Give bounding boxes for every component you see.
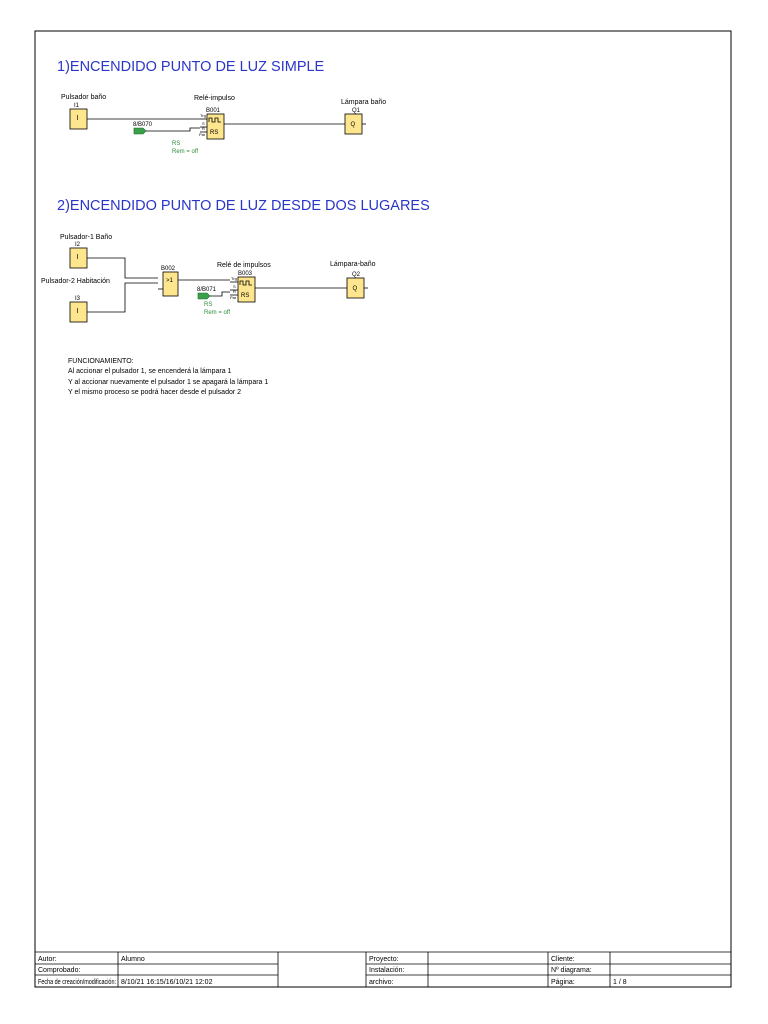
output-q1-id: Q1: [352, 108, 361, 114]
relay-b001-block[interactable]: [207, 114, 224, 139]
input-i1-symbol: I: [76, 115, 79, 122]
or-b002-block[interactable]: [163, 272, 178, 296]
sheet-border: [35, 31, 731, 987]
notes-line-3: Y el mismo proceso se podrá hacer desde el pulsador 2: [68, 389, 242, 396]
input-i2-symbol: I: [76, 254, 79, 261]
notes-heading: FUNCIONAMIENTO:: [68, 358, 134, 365]
footer-fecha-value: 8/10/21 16:15/16/10/21 12:02: [121, 979, 213, 986]
or-b002-symbol: >1: [166, 278, 173, 284]
footer-cliente-label: Cliente:: [551, 956, 575, 963]
input-i3-id: I3: [75, 296, 81, 302]
pin-par: Par: [199, 132, 206, 137]
input-i3-label: Pulsador-2 Habitación: [41, 278, 110, 285]
relay-b003-text: RS: [241, 293, 250, 299]
output-q2-block[interactable]: [347, 278, 364, 298]
footer-pagina-value: 1 / 8: [613, 979, 627, 986]
output-q1-block[interactable]: [345, 114, 362, 134]
relay-b001-rem: Rem = off: [172, 149, 199, 155]
footer-autor-value: Alumno: [121, 956, 145, 963]
footer-diagrama-label: Nº diagrama:: [551, 967, 592, 974]
or-b002-id: B002: [161, 266, 176, 272]
wire-flag-to-b001: [146, 128, 200, 131]
relay-b001-label: Relé-impulso: [194, 95, 235, 102]
relay-b001-id: B001: [206, 108, 221, 114]
footer-proyecto-label: Proyecto:: [369, 956, 399, 963]
output-q2-id: Q2: [352, 272, 361, 278]
footer-instalacion-label: Instalación:: [369, 967, 405, 974]
output-q1-symbol: Q: [350, 122, 356, 128]
pin-par: Par: [230, 295, 237, 300]
pin-trg: Trg: [231, 276, 237, 281]
pin-trg: Trg: [200, 113, 206, 118]
notes-line-2: Y al accionar nuevamente el pulsador 1 se apagará la lámpara 1: [68, 379, 269, 386]
relay-b003-id: B003: [238, 271, 253, 277]
input-i2-block[interactable]: [70, 248, 87, 268]
wire-i2-to-b002: [87, 258, 158, 278]
pin-r: R: [202, 126, 205, 131]
flag-8b071: 8/B071: [197, 287, 217, 293]
footer-comprobado-label: Comprobado:: [38, 967, 81, 974]
wire-i3-to-b002: [87, 283, 158, 312]
relay-b003-rem: Rem = off: [204, 310, 231, 316]
section2-title: 2)ENCENDIDO PUNTO DE LUZ DESDE DOS LUGARES: [57, 198, 430, 214]
output-q2-symbol: Q: [352, 286, 358, 292]
pin-s: S: [233, 284, 236, 289]
input-i2-id: I2: [75, 242, 81, 248]
footer-pagina-label: Página:: [551, 979, 575, 986]
relay-b003-label: Relé de impulsos: [217, 262, 271, 269]
input-i1-label: Pulsador baño: [61, 94, 107, 101]
connector-flag-icon: [198, 293, 210, 299]
input-i3-block[interactable]: [70, 302, 87, 322]
input-i3-symbol: I: [76, 308, 79, 315]
section1-title: 1)ENCENDIDO PUNTO DE LUZ SIMPLE: [57, 59, 325, 75]
relay-b001-text: RS: [210, 130, 219, 136]
footer-autor-label: Autor:: [38, 956, 57, 963]
input-i2-label: Pulsador-1 Baño: [60, 234, 113, 241]
pin-s: S: [202, 121, 205, 126]
footer-fecha-label: Fecha de creación/modificación:: [38, 979, 117, 986]
input-i1-block[interactable]: [70, 109, 87, 129]
relay-b003-mode: RS: [204, 302, 213, 308]
footer-archivo-label: archivo:: [369, 979, 394, 986]
output-q2-label: Lámpara-baño: [330, 261, 376, 268]
pin-r: R: [233, 289, 236, 294]
output-q1-label: Lámpara baño: [341, 99, 387, 106]
notes-line-1: Al accionar el pulsador 1, se encenderá la lámpara 1: [68, 368, 232, 375]
connector-flag-icon: [134, 128, 146, 134]
relay-b003-block[interactable]: [238, 277, 255, 302]
flag-8b070: 8/B070: [133, 122, 153, 128]
relay-b001-mode: RS: [172, 141, 181, 147]
input-i1-id: I1: [74, 103, 80, 109]
